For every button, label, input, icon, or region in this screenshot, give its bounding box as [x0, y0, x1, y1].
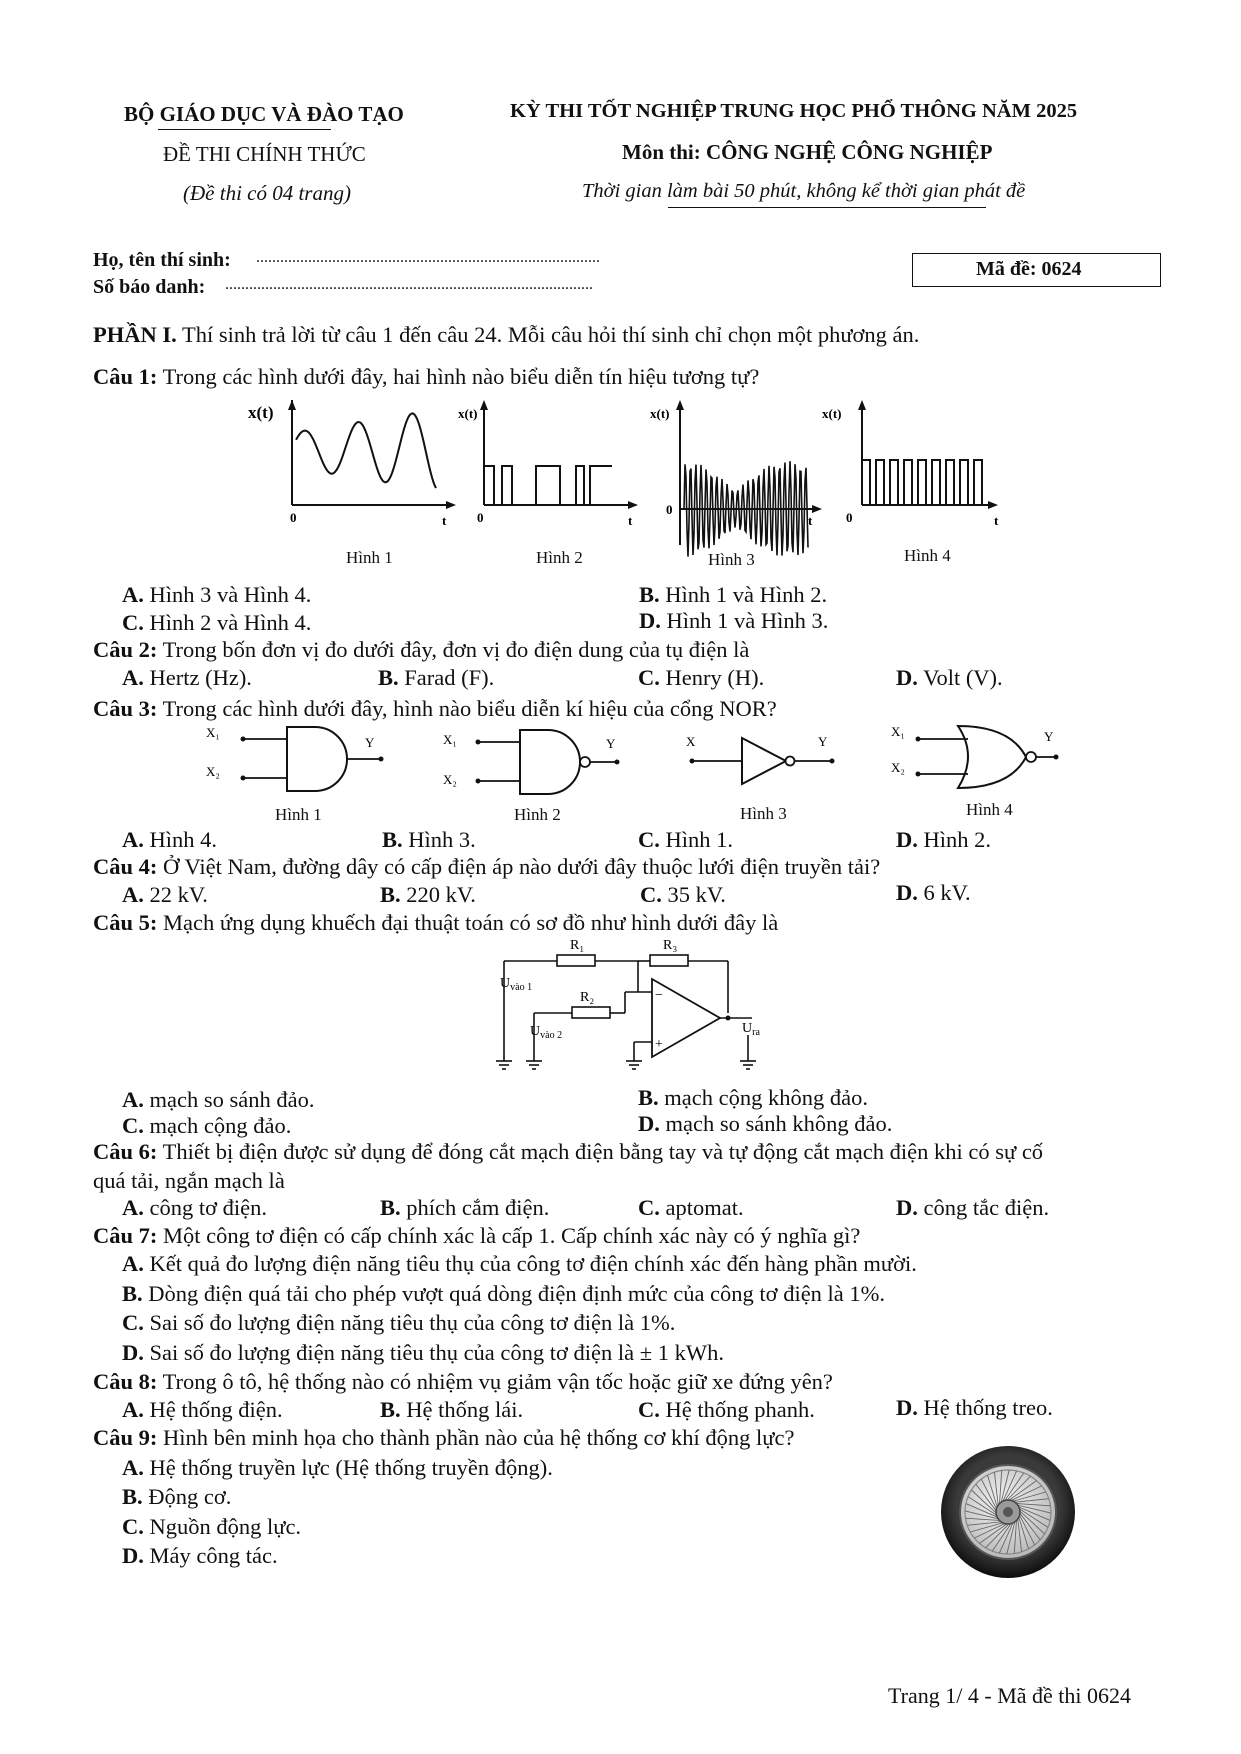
- option-key: D.: [896, 1195, 918, 1220]
- option-key: C.: [122, 1310, 144, 1335]
- candidate-id-dots[interactable]: ............................................................................................: [225, 276, 593, 293]
- resistor-r1: [557, 955, 595, 966]
- option-text: Hình 4.: [149, 827, 217, 852]
- x-arrow: [988, 501, 998, 509]
- option-text: 6 kV.: [923, 880, 971, 905]
- r3-label: R₃: [663, 938, 678, 953]
- y-label: x(t): [650, 406, 670, 421]
- option-key: B.: [639, 582, 660, 607]
- option-text: Farad (F).: [404, 665, 495, 690]
- option-text: Nguồn động lực.: [149, 1514, 302, 1539]
- input-terminal: [916, 737, 921, 742]
- and-body: [287, 727, 347, 791]
- q2-stem: [93, 639, 749, 662]
- y-label: x(t): [458, 406, 478, 421]
- option-key: B.: [382, 827, 403, 852]
- option-text: Hình 2 và Hình 4.: [149, 610, 312, 635]
- option-text: Động cơ.: [148, 1484, 232, 1509]
- q9-label: Câu 9:: [93, 1425, 158, 1450]
- time-underline: [668, 207, 986, 208]
- q3-fig2-caption: Hình 2: [514, 805, 561, 824]
- x-label: t: [808, 513, 813, 528]
- q7-option-c[interactable]: [122, 1312, 675, 1335]
- option-text: Hệ thống lái.: [406, 1397, 524, 1422]
- option-text: Hình 3.: [408, 827, 476, 852]
- subject-line: [622, 140, 992, 165]
- q3-option-b[interactable]: [382, 829, 476, 852]
- hub-center: [1003, 1507, 1013, 1517]
- q1-option-b[interactable]: [639, 584, 827, 607]
- x-arrow: [812, 505, 822, 513]
- option-text: Hình 1 và Hình 2.: [665, 582, 828, 607]
- in2-label: $U_{vào 2}$: [530, 1024, 563, 1041]
- q9-option-d[interactable]: [122, 1545, 278, 1568]
- x-arrow: [628, 501, 638, 509]
- signal-figure-1: [248, 400, 460, 530]
- q9-wheel-picture: [938, 1442, 1078, 1582]
- q7-stem: [93, 1225, 860, 1248]
- q1-figure-1: [248, 400, 460, 567]
- exam-code: [976, 258, 1082, 281]
- x2-label: X₂: [443, 772, 457, 787]
- signal-figure-4: [822, 400, 1026, 530]
- nand-body: [520, 730, 580, 794]
- q5-text: Mạch ứng dụng khuếch đại thuật toán có sơ đồ như hình dưới đây là: [163, 910, 779, 935]
- option-text: Máy công tác.: [149, 1543, 278, 1568]
- y-label: Y: [606, 736, 616, 751]
- q5-option-a[interactable]: [122, 1089, 314, 1112]
- exam-code-box: [912, 253, 1161, 287]
- q2-option-b[interactable]: [378, 667, 494, 690]
- q3-option-c[interactable]: [638, 829, 733, 852]
- q7-option-d[interactable]: [122, 1342, 724, 1365]
- q3-label: Câu 3:: [93, 696, 158, 721]
- option-key: A.: [122, 827, 144, 852]
- q2-option-d[interactable]: [896, 667, 1003, 690]
- option-text: mạch cộng không đảo.: [664, 1085, 868, 1110]
- y-label: Y: [818, 734, 828, 749]
- output-terminal: [379, 757, 384, 762]
- digital-pulse-wave: [484, 466, 612, 505]
- not-body: [742, 738, 786, 784]
- inversion-bubble: [1026, 752, 1036, 762]
- option-key: C.: [122, 1113, 144, 1138]
- option-text: Dòng điện quá tải cho phép vượt quá dòng điện định mức của công tơ điện là 1%.: [148, 1281, 886, 1306]
- option-key: A.: [122, 582, 144, 607]
- option-key: B.: [380, 1195, 401, 1220]
- input-terminal: [690, 759, 695, 764]
- plus-sign: +: [655, 1037, 663, 1052]
- x-label: X: [686, 734, 696, 749]
- option-text: Kết quả đo lượng điện năng tiêu thụ của công tơ điện chính xác đến hàng phần mười.: [149, 1251, 917, 1276]
- option-text: Hình 1 và Hình 3.: [666, 608, 829, 633]
- candidate-id-label: Số báo danh:: [93, 276, 206, 298]
- output-terminal: [830, 759, 835, 764]
- x-label: t: [442, 513, 447, 528]
- option-key: A.: [122, 665, 144, 690]
- option-text: 220 kV.: [406, 882, 476, 907]
- x1-label: X₁: [891, 724, 905, 739]
- option-text: aptomat.: [665, 1195, 744, 1220]
- option-key: C.: [638, 1195, 660, 1220]
- q6-text-line2: quá tải, ngắn mạch là: [93, 1168, 285, 1193]
- option-text: Hertz (Hz).: [149, 665, 252, 690]
- option-key: D.: [122, 1340, 144, 1365]
- q5-opamp-circuit: [490, 935, 790, 1075]
- q3-figure-2-nand-gate: [442, 728, 632, 823]
- q1-stem: [93, 366, 759, 389]
- q2-option-c[interactable]: [638, 667, 764, 690]
- q5-label: Câu 5:: [93, 910, 158, 935]
- option-key: B.: [378, 665, 399, 690]
- resistor-r2: [572, 1007, 610, 1018]
- q2-label: Câu 2:: [93, 637, 158, 662]
- input-terminal: [476, 779, 481, 784]
- option-text: Hệ thống điện.: [149, 1397, 283, 1422]
- option-text: Hệ thống phanh.: [665, 1397, 815, 1422]
- inversion-bubble: [580, 757, 590, 767]
- option-key: D.: [896, 880, 918, 905]
- ground-icon: [626, 1061, 642, 1069]
- q6-label: Câu 6:: [93, 1139, 158, 1164]
- signal-figure-2: [452, 400, 652, 530]
- option-text: Sai số đo lượng điện năng tiêu thụ của công tơ điện là 1%.: [149, 1310, 676, 1335]
- q6-option-d[interactable]: [896, 1197, 1049, 1220]
- q8-text: Trong ô tô, hệ thống nào có nhiệm vụ giảm vận tốc hoặc giữ xe đứng yên?: [162, 1369, 833, 1394]
- q3-text: Trong các hình dưới đây, hình nào biểu diễn kí hiệu của cổng NOR?: [162, 696, 777, 721]
- opamp-adder-schematic: [490, 935, 790, 1075]
- option-key: A.: [122, 1397, 144, 1422]
- x1-label: X₁: [443, 732, 457, 747]
- inversion-bubble: [786, 757, 795, 766]
- option-key: B.: [380, 882, 401, 907]
- q8-stem: [93, 1371, 833, 1394]
- subject-label: Môn thi:: [622, 140, 701, 164]
- q8-option-d[interactable]: [896, 1397, 1053, 1420]
- q7-option-a[interactable]: [122, 1253, 917, 1276]
- q4-option-b[interactable]: [380, 884, 476, 907]
- x2-label: X₂: [206, 764, 220, 779]
- q6-option-a[interactable]: [122, 1197, 267, 1220]
- option-key: C.: [638, 1397, 660, 1422]
- y-arrow: [858, 400, 866, 410]
- option-key: A.: [122, 1251, 144, 1276]
- q6-stem: [93, 1141, 1043, 1164]
- q1-figure-2: [452, 400, 652, 567]
- option-key: A.: [122, 882, 144, 907]
- origin-label: 0: [477, 510, 484, 525]
- option-text: Hình 2.: [923, 827, 991, 852]
- x-label: t: [994, 513, 999, 528]
- option-key: A.: [122, 1195, 144, 1220]
- q4-stem: [93, 856, 880, 879]
- q9-option-c[interactable]: [122, 1516, 301, 1539]
- exam-code-value: 0624: [1041, 258, 1082, 280]
- in1-label: $U_{vào 1}$: [500, 976, 533, 993]
- q5-option-c[interactable]: [122, 1115, 291, 1138]
- q1-label: Câu 1:: [93, 364, 158, 389]
- q1-option-c[interactable]: [122, 612, 311, 635]
- ground-icon: [740, 1061, 756, 1069]
- official-label: ĐỀ THI CHÍNH THỨC: [163, 142, 366, 166]
- q7-text: Một công tơ điện có cấp chính xác là cấp 1. Cấp chính xác này có ý nghĩa gì?: [163, 1223, 861, 1248]
- input-terminal: [476, 740, 481, 745]
- q3-fig1-caption: Hình 1: [275, 805, 322, 824]
- q2-text: Trong bốn đơn vị đo dưới đây, đơn vị đo điện dung của tụ điện là: [162, 637, 750, 662]
- q1-figure-4: [822, 400, 1026, 565]
- candidate-name-dots[interactable]: ......................................................................................: [256, 249, 600, 266]
- q3-figure-1-and-gate: [203, 725, 393, 824]
- part1-heading: [93, 324, 919, 347]
- exam-title: KỲ THI TỐT NGHIỆP TRUNG HỌC PHỔ THÔNG NĂM 2025: [510, 100, 1078, 122]
- q7-label: Câu 7:: [93, 1223, 158, 1248]
- ministry-name: BỘ GIÁO DỤC VÀ ĐÀO TẠO: [124, 102, 404, 126]
- q9-stem: [93, 1427, 794, 1450]
- candidate-name-label: Họ, tên thí sinh:: [93, 249, 231, 271]
- q3-option-a[interactable]: [122, 829, 217, 852]
- q8-label: Câu 8:: [93, 1369, 158, 1394]
- option-text: 35 kV.: [667, 882, 726, 907]
- q6-text-line1: Thiết bị điện được sử dụng để đóng cắt mạch điện bằng tay và tự động cắt mạch điện khi có sự cố: [162, 1139, 1044, 1164]
- option-text: mạch cộng đảo.: [149, 1113, 292, 1138]
- option-key: D.: [896, 827, 918, 852]
- q8-option-c[interactable]: [638, 1399, 815, 1422]
- q1-fig3-caption: Hình 3: [708, 550, 755, 569]
- q3-stem: [93, 698, 777, 721]
- q1-fig1-caption: Hình 1: [346, 548, 393, 567]
- option-key: B.: [122, 1484, 143, 1509]
- q5-option-b[interactable]: [638, 1087, 868, 1110]
- option-key: C.: [638, 665, 660, 690]
- option-key: A.: [122, 1455, 144, 1480]
- q6-option-c[interactable]: [638, 1197, 744, 1220]
- q7-option-b[interactable]: [122, 1283, 885, 1306]
- signal-figure-3: [640, 400, 840, 550]
- option-key: D.: [896, 665, 918, 690]
- option-key: C.: [122, 610, 144, 635]
- ground-icon: [496, 1061, 512, 1069]
- option-key: D.: [638, 1111, 660, 1136]
- q9-option-a[interactable]: [122, 1457, 553, 1480]
- x2-label: X₂: [891, 760, 905, 775]
- option-text: Henry (H).: [665, 665, 765, 690]
- y-label: x(t): [248, 403, 274, 422]
- not-gate-symbol: [682, 732, 852, 812]
- q6-option-b[interactable]: [380, 1197, 549, 1220]
- r1-label: R₁: [570, 938, 585, 953]
- x-label: t: [628, 513, 633, 528]
- option-text: Hình 1.: [665, 827, 733, 852]
- output-terminal: [1054, 755, 1059, 760]
- q4-option-a[interactable]: [122, 884, 208, 907]
- q4-option-d[interactable]: [896, 882, 971, 905]
- wheel-icon: [938, 1442, 1078, 1582]
- q8-option-a[interactable]: [122, 1399, 283, 1422]
- subject-name: CÔNG NGHỆ CÔNG NGHIỆP: [706, 140, 993, 164]
- option-text: Sai số đo lượng điện năng tiêu thụ của công tơ điện là ± 1 kWh.: [149, 1340, 724, 1365]
- y-arrow: [480, 400, 488, 410]
- y-label: Y: [1044, 729, 1054, 744]
- option-text: công tắc điện.: [923, 1195, 1050, 1220]
- part1-title: PHẦN I.: [93, 322, 177, 347]
- option-text: phích cắm điện.: [406, 1195, 550, 1220]
- y-label: x(t): [822, 406, 842, 421]
- resistor-r3: [650, 955, 688, 966]
- origin-label: 0: [290, 510, 297, 525]
- q4-text: Ở Việt Nam, đường dây có cấp điện áp nào dưới đây thuộc lưới điện truyền tải?: [163, 854, 881, 879]
- output-terminal: [615, 760, 620, 765]
- q4-label: Câu 4:: [93, 854, 158, 879]
- option-text: Hệ thống truyền lực (Hệ thống truyền động).: [149, 1455, 553, 1480]
- q5-option-d[interactable]: [638, 1113, 892, 1136]
- analog-sine-wave: [296, 413, 436, 488]
- q9-option-b[interactable]: [122, 1486, 231, 1509]
- input-terminal: [241, 776, 246, 781]
- y-arrow: [676, 400, 684, 410]
- pages-note: (Đề thi có 04 trang): [183, 181, 351, 205]
- q1-fig4-caption: Hình 4: [904, 546, 951, 565]
- q1-option-a[interactable]: [122, 584, 311, 607]
- option-text: Hình 3 và Hình 4.: [149, 582, 312, 607]
- option-key: D.: [639, 608, 661, 633]
- y-arrow: [288, 400, 296, 410]
- r2-label: R₂: [580, 990, 595, 1005]
- option-key: B.: [380, 1397, 401, 1422]
- input-terminal: [241, 737, 246, 742]
- q3-figure-3-not-gate: [682, 732, 852, 823]
- out-label: $U_{ra}$: [742, 1021, 760, 1038]
- y-label: Y: [365, 735, 375, 750]
- origin-label: 0: [846, 510, 853, 525]
- q8-option-b[interactable]: [380, 1399, 523, 1422]
- option-key: B.: [638, 1085, 659, 1110]
- junction: [726, 1016, 731, 1021]
- option-text: Hệ thống treo.: [923, 1395, 1053, 1420]
- q1-figure-3: [640, 400, 840, 569]
- option-text: 22 kV.: [149, 882, 208, 907]
- minus-sign: −: [655, 988, 663, 1003]
- q3-option-d[interactable]: [896, 829, 991, 852]
- q5-stem: [93, 912, 778, 935]
- x1-label: X₁: [206, 725, 220, 740]
- q1-fig2-caption: Hình 2: [536, 548, 583, 567]
- nor-body: [958, 726, 1026, 788]
- origin-label: 0: [666, 502, 673, 517]
- digital-clock-wave: [862, 460, 988, 505]
- option-text: mạch so sánh không đảo.: [665, 1111, 893, 1136]
- ground-icon: [526, 1061, 542, 1069]
- exam-code-label: Mã đề:: [976, 258, 1037, 280]
- option-text: mạch so sánh đảo.: [149, 1087, 315, 1112]
- q4-option-c[interactable]: [640, 884, 726, 907]
- option-key: D.: [896, 1395, 918, 1420]
- part1-instruction: Thí sinh trả lời từ câu 1 đến câu 24. Mỗi câu hỏi thí sinh chỉ chọn một phương án.: [181, 322, 920, 347]
- q1-option-d[interactable]: [639, 610, 828, 633]
- input-terminal: [916, 772, 921, 777]
- option-text: Volt (V).: [923, 665, 1003, 690]
- ministry-underline: [158, 129, 331, 130]
- option-key: C.: [638, 827, 660, 852]
- option-text: công tơ điện.: [149, 1195, 267, 1220]
- time-note: Thời gian làm bài 50 phút, không kể thời gian phát đề: [582, 180, 1026, 202]
- q3-figure-4-nor-gate: [886, 722, 1076, 817]
- q3-fig3-caption: Hình 3: [740, 804, 787, 823]
- option-key: A.: [122, 1087, 144, 1112]
- option-key: B.: [122, 1281, 143, 1306]
- option-key: D.: [122, 1543, 144, 1568]
- option-key: C.: [640, 882, 662, 907]
- page-footer: Trang 1/ 4 - Mã đề thi 0624: [888, 1683, 1132, 1708]
- q3-fig4-caption: Hình 4: [966, 800, 1013, 819]
- option-key: C.: [122, 1514, 144, 1539]
- q9-text: Hình bên minh họa cho thành phần nào của hệ thống cơ khí động lực?: [163, 1425, 795, 1450]
- q1-text: Trong các hình dưới đây, hai hình nào biểu diễn tín hiệu tương tự?: [162, 364, 760, 389]
- q2-option-a[interactable]: [122, 667, 252, 690]
